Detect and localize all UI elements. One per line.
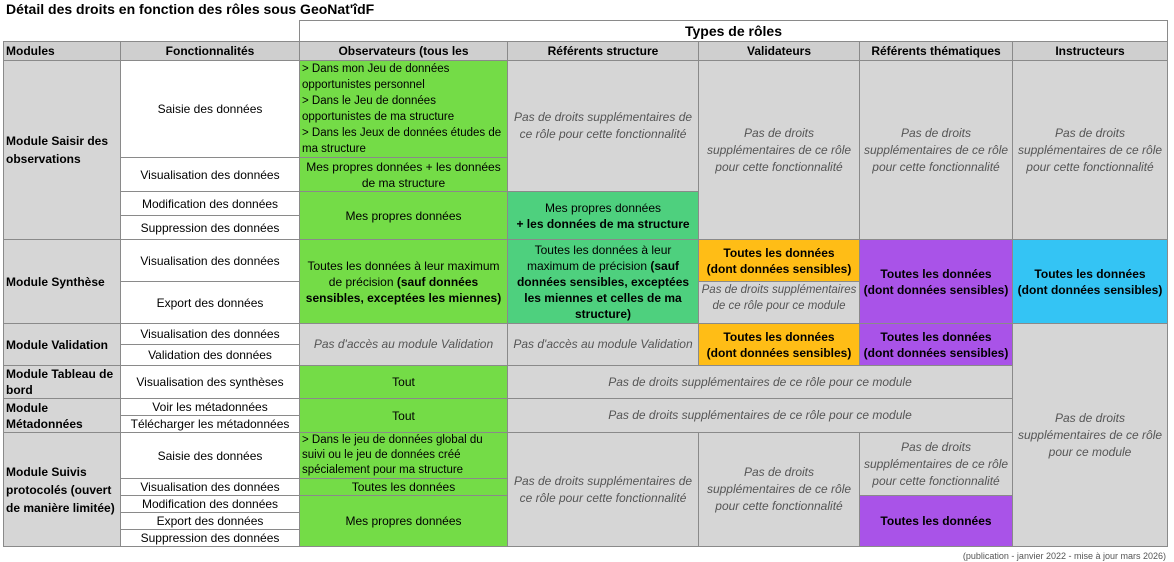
the-valid-text-2: (dont données sensibles) xyxy=(863,345,1009,360)
obs-modif-cell: Mes propres données xyxy=(300,192,508,240)
obs-suivis-visu-cell: Toutes les données xyxy=(300,479,508,496)
the-synthese-cell xyxy=(860,240,1013,324)
obs-suivis-saisie-cell: > Dans le jeu de données global du suivi ou le jeu de données créé spécialement pour ma structure xyxy=(300,433,508,479)
func-visu-syntheses: Visualisation des synthèses xyxy=(121,366,300,399)
ref-saisie-visu-cell: Pas de droits supplémentaires de ce rôle pour cette fonctionnalité xyxy=(508,61,699,192)
func-suivis-suppression: Suppression des données xyxy=(121,530,300,547)
module-tableau: Module Tableau de bord xyxy=(4,366,121,399)
obs-synthese-cell xyxy=(300,240,508,324)
ref-modif-line-1: Mes propres données xyxy=(544,200,662,215)
the-valid-text-1: Toutes les données xyxy=(880,329,992,344)
header-validateurs: Validateurs xyxy=(699,42,860,61)
val-synth-text-1: Toutes les données xyxy=(723,245,835,260)
module-suivis: Module Suivis protocolés (ouvert de manière limitée) xyxy=(4,433,121,547)
val-valid-text-1: Toutes les données xyxy=(723,329,835,344)
obs-saisie-line-2: > Dans le Jeu de données opportunistes de ma structure xyxy=(302,95,455,123)
func-suivis-modif: Modification des données xyxy=(121,496,300,513)
ref-synthese-cell xyxy=(508,240,699,324)
header-referents-structure: Référents structure xyxy=(508,42,699,61)
footer-note: (publication - janvier 2022 - mise à jour mars 2026) xyxy=(962,551,1166,561)
val-suivis-cell: Pas de droits supplémentaires de ce rôle pour cette fonctionnalité xyxy=(699,433,860,547)
val-synthese-export-cell: Pas de droits supplémentaires de ce rôle pour ce module xyxy=(699,282,860,324)
header-fonctionnalites: Fonctionnalités xyxy=(121,42,300,61)
val-saisir-cell: Pas de droits supplémentaires de ce rôle pour cette fonctionnalité xyxy=(699,61,860,240)
obs-saisie-line-3: > Dans les Jeux de données études de ma structure xyxy=(302,127,502,155)
val-synth-text-2: (dont données sensibles) xyxy=(706,261,852,276)
func-synthese-visu: Visualisation des données xyxy=(121,240,300,282)
func-validation: Validation des données xyxy=(121,345,300,366)
func-suivis-export: Export des données xyxy=(121,513,300,530)
module-synthese: Module Synthèse xyxy=(4,240,121,324)
func-visualisation: Visualisation des données xyxy=(121,158,300,192)
header-modules: Modules xyxy=(4,42,121,61)
func-suivis-visu: Visualisation des données xyxy=(121,479,300,496)
module-validation: Module Validation xyxy=(4,324,121,366)
func-voir-meta: Voir les métadonnées xyxy=(121,399,300,416)
the-synth-text-1: Toutes les données xyxy=(880,266,992,281)
func-modification: Modification des données xyxy=(121,192,300,216)
func-telecharger-meta: Télécharger les métadonnées xyxy=(121,416,300,433)
func-export: Export des données xyxy=(121,282,300,324)
obs-saisie-line-1: > Dans mon Jeu de données opportunistes personnel xyxy=(302,63,450,91)
ref-modif-line-2: + les données de ma structure xyxy=(516,216,690,231)
obs-visu-cell: Mes propres données + les données de ma structure xyxy=(300,158,508,192)
roles-types-header: Types de rôles xyxy=(300,21,1168,42)
module-metadonnees: Module Métadonnées xyxy=(4,399,121,433)
ins-synth-text-1: Toutes les données xyxy=(1034,266,1146,281)
module-saisir: Module Saisir des observations xyxy=(4,61,121,240)
obs-meta-cell: Tout xyxy=(300,399,508,433)
obs-tableau-cell: Tout xyxy=(300,366,508,399)
page-title: Détail des droits en fonction des rôles sous GeoNat'îdF xyxy=(6,1,375,17)
obs-synth-text-2: (sauf données sensibles, exceptées les miennes) xyxy=(305,274,502,305)
ins-saisir-cell: Pas de droits supplémentaires de ce rôle pour cette fonctionnalité xyxy=(1013,61,1168,240)
ref-modif-cell xyxy=(508,192,699,240)
val-valid-text-2: (dont données sensibles) xyxy=(706,345,852,360)
meta-pas-droits-cell: Pas de droits supplémentaires de ce rôle pour ce module xyxy=(508,399,1013,433)
func-suppression: Suppression des données xyxy=(121,216,300,240)
obs-validation-cell: Pas d'accès au module Validation xyxy=(300,324,508,366)
the-saisir-cell: Pas de droits supplémentaires de ce rôle pour cette fonctionnalité xyxy=(860,61,1013,240)
ref-suivis-cell: Pas de droits supplémentaires de ce rôle pour cette fonctionnalité xyxy=(508,433,699,547)
func-validation-visu: Visualisation des données xyxy=(121,324,300,345)
ref-synth-text-1: Toutes les données à leur maximum de précision xyxy=(526,242,672,273)
func-suivis-saisie: Saisie des données xyxy=(121,433,300,479)
obs-suivis-modif-cell: Mes propres données xyxy=(300,496,508,547)
header-referents-thematiques: Référents thématiques xyxy=(860,42,1013,61)
the-validation-cell xyxy=(860,324,1013,366)
obs-synth-text-1: Toutes les données à leur maximum de précision xyxy=(307,258,500,289)
the-suivis-top-cell: Pas de droits supplémentaires de ce rôle pour cette fonctionnalité xyxy=(860,433,1013,496)
rights-table xyxy=(3,20,1168,547)
val-synthese-visu-cell xyxy=(699,240,860,282)
header-observateurs: Observateurs (tous les xyxy=(300,42,508,61)
header-instructeurs: Instructeurs xyxy=(1013,42,1168,61)
ins-bottom-cell: Pas de droits supplémentaires de ce rôle pour ce module xyxy=(1013,324,1168,547)
tableau-pas-droits-cell: Pas de droits supplémentaires de ce rôle pour ce module xyxy=(508,366,1013,399)
the-suivis-bottom-cell: Toutes les données xyxy=(860,496,1013,547)
ins-synthese-cell xyxy=(1013,240,1168,324)
func-saisie: Saisie des données xyxy=(121,61,300,158)
ref-validation-cell: Pas d'accès au module Validation xyxy=(508,324,699,366)
ref-synth-text-2: (sauf données sensibles, exceptées les miennes et celles de ma structure) xyxy=(516,258,690,321)
obs-saisie-cell xyxy=(300,61,508,158)
ins-synth-text-2: (dont données sensibles) xyxy=(1017,282,1163,297)
val-validation-cell xyxy=(699,324,860,366)
the-synth-text-2: (dont données sensibles) xyxy=(863,282,1009,297)
